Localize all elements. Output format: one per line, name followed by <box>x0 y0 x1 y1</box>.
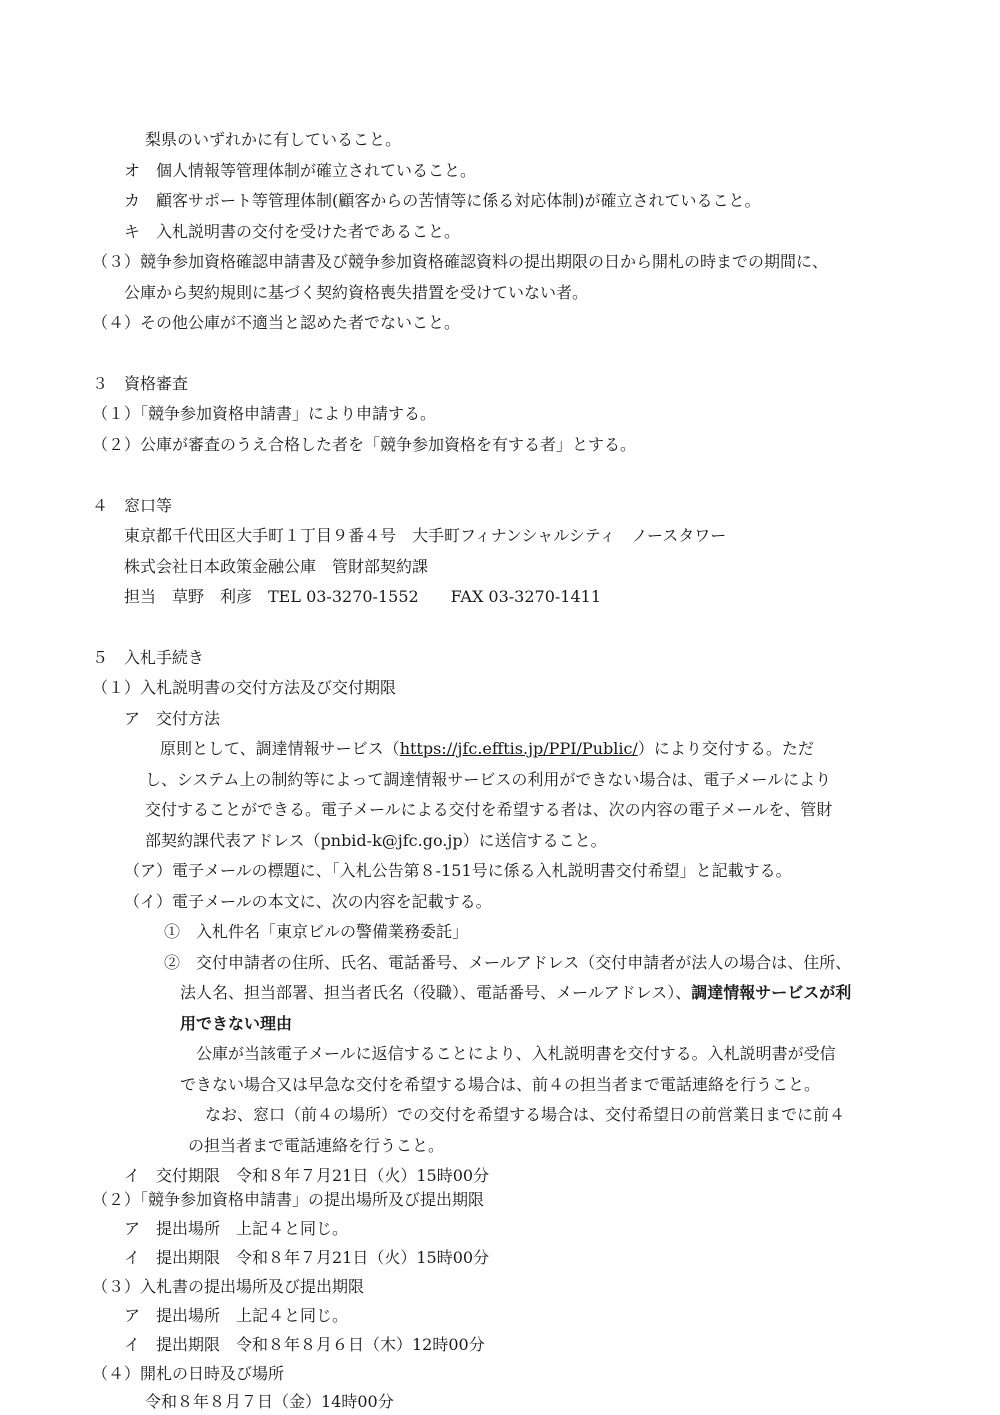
office-address: 東京都千代田区大手町１丁目９番４号 大手町フィナンシャルシティ ノースタワー <box>124 526 727 545</box>
email-item-2-line2-text: 法人名、担当部署、担当者氏名（役職）、電話番号、メールアドレス）、 <box>180 983 692 1002</box>
section-5-heading: ５ 入札手続き <box>92 648 205 667</box>
delivery-method-line1-post: ）により交付する。ただ <box>637 739 814 758</box>
delivery-method-line1 <box>160 739 814 759</box>
bid-submission-deadline: イ 提出期限 令和８年８月６日（木）12時00分 <box>124 1335 485 1354</box>
section-5-item-1-heading: （１）入札説明書の交付方法及び交付期限 <box>92 678 397 697</box>
requirement-3-line2: 公庫から契約規則に基づく契約資格喪失措置を受けていない者。 <box>124 283 589 302</box>
application-deadline: イ 提出期限 令和８年７月21日（火）15時00分 <box>124 1248 490 1267</box>
section-3-item-1: （１）「競争参加資格申請書」により申請する。 <box>92 404 437 423</box>
email-subject-instruction: （ア）電子メールの標題に、「入札公告第８-151号に係る入札説明書交付希望」と記載する。 <box>124 861 792 880</box>
email-item-2-line2-bold: 調達情報サービスが利 <box>691 983 852 1002</box>
continuation-line: 梨県のいずれかに有していること。 <box>145 130 402 149</box>
delivery-method-line4: 部契約課代表アドレス（pnbid-k@jfc.go.jp）に送信すること。 <box>145 831 607 850</box>
reply-line2: できない場合又は早急な交付を希望する場合は、前４の担当者まで電話連絡を行うこと。 <box>180 1075 821 1094</box>
section-5-item-4-heading: （４）開札の日時及び場所 <box>92 1364 285 1383</box>
window-line2: の担当者まで電話連絡を行うこと。 <box>188 1136 445 1155</box>
opening-date: 令和８年８月７日（金）14時00分 <box>145 1392 394 1411</box>
email-item-1: ① 入札件名「東京ビルの警備業務委託」 <box>164 922 469 941</box>
section-3-heading: ３ 資格審査 <box>92 374 189 393</box>
delivery-method-heading: ア 交付方法 <box>124 709 221 728</box>
delivery-method-line3: 交付することができる。電子メールによる交付を希望する者は、次の内容の電子メールを、管財 <box>145 800 833 819</box>
application-place: ア 提出場所 上記４と同じ。 <box>124 1219 349 1238</box>
delivery-method-line2: し、システム上の制約等によって調達情報サービスの利用ができない場合は、電子メールにより <box>145 770 832 789</box>
requirement-ka: カ 顧客サポート等管理体制(顧客からの苦情等に係る対応体制)が確立されていること。 <box>124 191 761 210</box>
section-3-item-2: （２）公庫が審査のうえ合格した者を「競争参加資格を有する者」とする。 <box>92 435 637 454</box>
section-5-item-2-heading: （２）「競争参加資格申請書」の提出場所及び提出期限 <box>92 1190 485 1209</box>
reply-line1: 公庫が当該電子メールに返信することにより、入札説明書を交付する。入札説明書が受信 <box>196 1044 836 1063</box>
email-item-2-line2 <box>180 983 851 1003</box>
requirement-o: オ 個人情報等管理体制が確立されていること。 <box>124 161 477 180</box>
procurement-service-link[interactable]: https://jfc.efftis.jp/PPI/Public/ <box>399 739 638 758</box>
section-5-item-3-heading: （３）入札書の提出場所及び提出期限 <box>92 1277 365 1296</box>
delivery-deadline: イ 交付期限 令和８年７月21日（火）15時00分 <box>124 1166 490 1185</box>
office-organization: 株式会社日本政策金融公庫 管財部契約課 <box>124 557 429 576</box>
window-line1: なお、窓口（前４の場所）での交付を希望する場合は、交付希望日の前営業日までに前４ <box>205 1105 846 1124</box>
section-4-heading: ４ 窓口等 <box>92 496 173 515</box>
requirement-4: （４）その他公庫が不適当と認めた者でないこと。 <box>92 313 461 332</box>
email-item-2-line3: 用できない理由 <box>180 1014 293 1033</box>
delivery-method-line1-pre: 原則として、調達情報サービス（ <box>160 739 400 758</box>
email-body-instruction: （イ）電子メールの本文に、次の内容を記載する。 <box>124 892 492 911</box>
requirement-3-line1: （３）競争参加資格確認申請書及び競争参加資格確認資料の提出期限の日から開札の時までの期間に、 <box>92 252 829 271</box>
requirement-ki: キ 入札説明書の交付を受けた者であること。 <box>124 222 461 241</box>
office-contact: 担当 草野 利彦 TEL 03-3270-1552 FAX 03-3270-1411 <box>124 587 602 606</box>
email-item-2-line1: ② 交付申請者の住所、氏名、電話番号、メールアドレス（交付申請者が法人の場合は、住所、 <box>164 953 852 972</box>
bid-submission-place: ア 提出場所 上記４と同じ。 <box>124 1306 349 1325</box>
